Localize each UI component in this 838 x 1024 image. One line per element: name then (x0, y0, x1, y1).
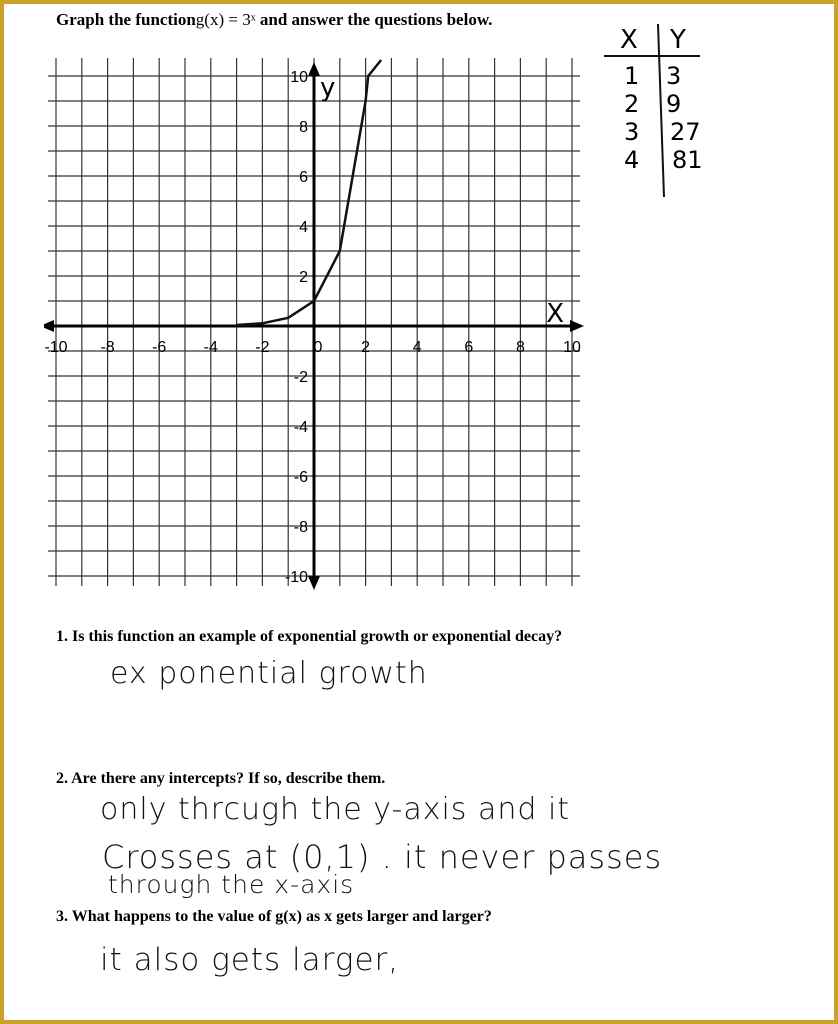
x-tick-label: -2 (255, 339, 270, 356)
answer-2-line-3: through the x-axis (108, 870, 355, 899)
y-axis-arrow-up (308, 62, 320, 76)
answer-2-line-1: only thrcugh the y-axis and it (100, 792, 571, 827)
y-tick-label: -10 (284, 569, 308, 586)
y-axis-arrow-down (308, 576, 320, 590)
x-axis-arrow-left (44, 320, 54, 332)
title-function: g(x) = 3ˣ (195, 10, 256, 29)
xy-value-table (600, 22, 710, 202)
x-axis-label: X (546, 299, 565, 329)
x-tick-label: 8 (515, 339, 525, 356)
table-cell-x: 2 (624, 90, 640, 118)
x-axis-arrow-right (570, 320, 584, 332)
x-tick-label: -6 (152, 339, 167, 356)
x-tick-label: 2 (361, 339, 371, 356)
table-cell-x: 3 (624, 118, 640, 146)
y-tick-label: 8 (299, 119, 308, 136)
y-tick-label: -8 (293, 519, 308, 536)
x-tick-label: -4 (203, 339, 218, 356)
table-cell-y: 9 (666, 90, 682, 118)
table-cell-y: 81 (672, 146, 703, 174)
question-2: 2. Are there any intercepts? If so, describe them. (56, 770, 386, 787)
answer-1: ex ponential growth (110, 656, 428, 691)
y-tick-label: -4 (293, 419, 308, 436)
exponential-curve (237, 60, 382, 325)
x-tick-label: 10 (563, 339, 581, 356)
table-cell-x: 1 (624, 62, 640, 90)
y-axis-label: y (320, 73, 336, 103)
title-prefix: Graph the function (56, 10, 196, 29)
table-header-x: X (620, 25, 638, 55)
x-tick-labels (44, 339, 581, 356)
table-cell-x: 4 (624, 146, 640, 174)
y-tick-label: -6 (293, 469, 308, 486)
question-1: 1. Is this function an example of exponential growth or exponential decay? (56, 628, 563, 645)
y-tick-label: 10 (290, 69, 308, 86)
x-tick-label: -10 (44, 339, 68, 356)
table-divider (658, 24, 664, 197)
table-header-y: Y (670, 25, 686, 55)
x-tick-label: 6 (464, 339, 474, 356)
x-tick-label: -8 (100, 339, 115, 356)
y-tick-label: -2 (293, 369, 308, 386)
y-tick-label: 2 (299, 269, 308, 286)
table-cell-y: 27 (670, 118, 701, 146)
answer-2-line-2: Crosses at (0,1) . it never passes (102, 838, 663, 876)
x-tick-label: 0 (313, 339, 323, 356)
table-cell-y: 3 (666, 62, 682, 90)
coordinate-grid (44, 44, 584, 594)
y-tick-label: 6 (299, 169, 308, 186)
question-3: 3. What happens to the value of g(x) as x gets larger and larger? (56, 908, 492, 925)
answer-3: it also gets larger, (100, 942, 400, 978)
y-tick-label: 4 (299, 219, 308, 236)
page-title (56, 10, 492, 30)
title-suffix: and answer the questions below. (259, 10, 493, 29)
x-tick-label: 4 (412, 339, 422, 356)
